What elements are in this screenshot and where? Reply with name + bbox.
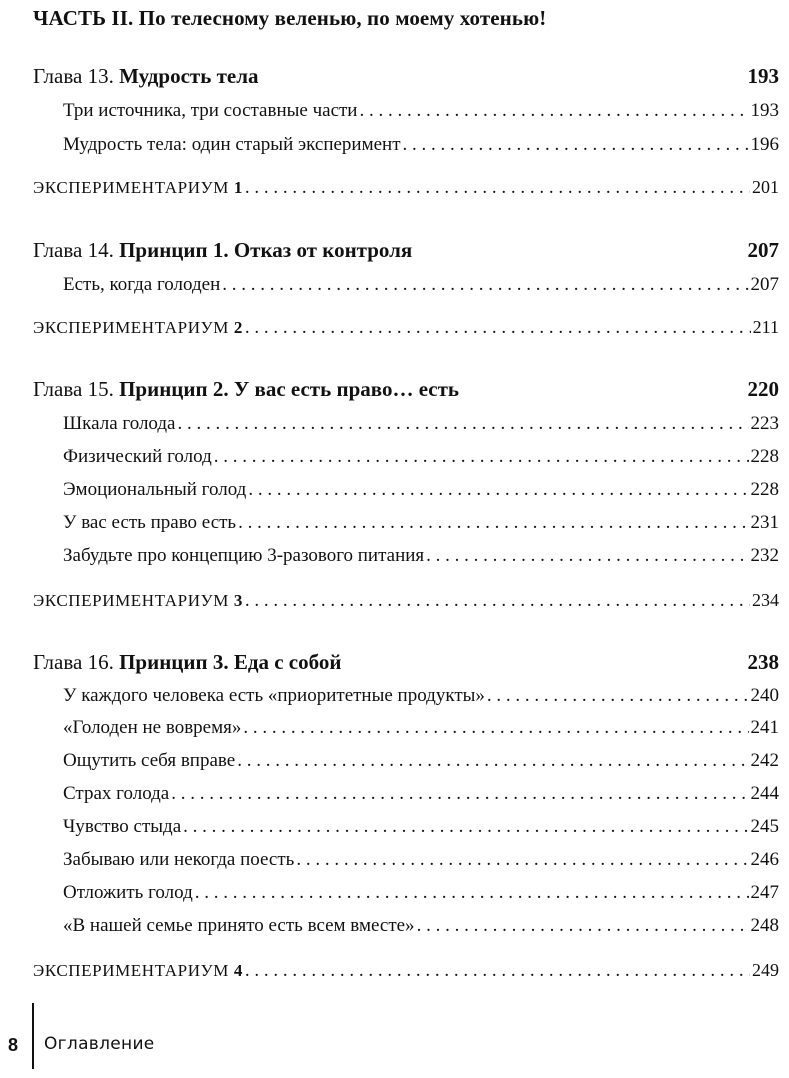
- page-footer: [0, 1003, 789, 1078]
- dot-leader: [296, 849, 748, 871]
- section-page: 228: [750, 446, 779, 467]
- section-page: 244: [750, 783, 779, 804]
- experiment-entry: [33, 590, 779, 612]
- section-entry: [33, 685, 779, 707]
- section-entry: [33, 100, 779, 122]
- experiment-number: 2: [233, 318, 243, 337]
- chapter-title: Принцип 2. У вас есть право… есть: [119, 377, 460, 401]
- section-entry: [33, 882, 779, 904]
- chapter-title: Принцип 3. Еда с собой: [119, 650, 342, 674]
- section-entry: [33, 915, 779, 937]
- section-page: 196: [750, 134, 779, 155]
- chapter-14-entry: [33, 238, 779, 263]
- footer-divider: [32, 1003, 34, 1069]
- dot-leader: [243, 717, 748, 739]
- experiment-page: 201: [752, 177, 779, 197]
- section-page: 246: [750, 849, 779, 870]
- dot-leader: [171, 783, 748, 805]
- section-entry: [33, 717, 779, 739]
- chapter-page: 220: [747, 377, 779, 401]
- section-entry: [33, 750, 779, 772]
- experiment-entry: [33, 960, 779, 982]
- section-page: 240: [750, 685, 779, 706]
- section-title: «В нашей семье принято есть всем вместе»: [63, 915, 415, 936]
- chapter-page: 238: [747, 650, 779, 674]
- section-title: Страх голода: [63, 783, 170, 804]
- dot-leader: [245, 960, 750, 982]
- section-entry: [33, 816, 779, 838]
- section-title: «Голоден не вовремя»: [63, 717, 242, 738]
- dot-leader: [403, 134, 749, 156]
- chapter-number: Глава 16.: [33, 650, 114, 674]
- section-title: Отложить голод: [63, 882, 193, 903]
- chapter-13-entry: [33, 64, 779, 89]
- section-title: Забываю или некогда поесть: [63, 849, 295, 870]
- chapter-16-entry: [33, 650, 779, 675]
- chapter-title: Мудрость тела: [119, 64, 259, 88]
- dot-leader: [177, 413, 748, 435]
- experiment-number: 1: [233, 178, 243, 197]
- part-title: ЧАСТЬ II. По телесному веленью, по моему хотенью!: [33, 6, 547, 30]
- section-entry: [33, 545, 779, 567]
- experiment-entry: [33, 177, 779, 199]
- section-entry: [33, 413, 779, 435]
- dot-leader: [426, 545, 748, 567]
- section-page: 231: [750, 512, 779, 533]
- section-title: Есть, когда голоден: [63, 274, 221, 295]
- section-entry: [33, 479, 779, 501]
- section-entry: [33, 446, 779, 468]
- section-entry: [33, 274, 779, 296]
- dot-leader: [238, 512, 748, 534]
- section-title: Ощутить себя вправе: [63, 750, 236, 771]
- section-entry: [33, 134, 779, 156]
- experiment-page: 234: [752, 590, 779, 610]
- section-title: Забудьте про концепцию 3-разового питания: [63, 545, 425, 566]
- experiment-number: 3: [233, 591, 243, 610]
- section-title: Три источника, три составные части: [63, 100, 358, 121]
- experiment-entry: [33, 317, 779, 339]
- experiment-label: ЭКСПЕРИМЕНТАРИУМ: [33, 318, 229, 337]
- dot-leader: [248, 479, 748, 501]
- experiment-label: ЭКСПЕРИМЕНТАРИУМ: [33, 591, 229, 610]
- dot-leader: [195, 882, 749, 904]
- page-number: 8: [8, 1035, 19, 1055]
- dot-leader: [487, 685, 749, 707]
- dot-leader: [245, 590, 750, 612]
- section-page: 248: [750, 915, 779, 936]
- experiment-label: ЭКСПЕРИМЕНТАРИУМ: [33, 178, 229, 197]
- dot-leader: [245, 317, 751, 339]
- section-entry: [33, 849, 779, 871]
- section-title: Шкала голода: [63, 413, 176, 434]
- chapter-number: Глава 14.: [33, 238, 114, 262]
- section-page: 193: [750, 100, 779, 121]
- experiment-number: 4: [233, 961, 243, 980]
- dot-leader: [183, 816, 748, 838]
- section-entry: [33, 783, 779, 805]
- chapter-title: Принцип 1. Отказ от контроля: [119, 238, 413, 262]
- section-page: 241: [750, 717, 779, 738]
- section-page: 223: [750, 413, 779, 434]
- section-title: Эмоциональный голод: [63, 479, 247, 500]
- section-entry: [33, 512, 779, 534]
- section-page: 228: [750, 479, 779, 500]
- section-page: 247: [750, 882, 779, 903]
- experiment-label: ЭКСПЕРИМЕНТАРИУМ: [33, 961, 229, 980]
- chapter-number: Глава 13.: [33, 64, 114, 88]
- section-page: 245: [750, 816, 779, 837]
- chapter-number: Глава 15.: [33, 377, 114, 401]
- chapter-15-entry: [33, 377, 779, 402]
- dot-leader: [237, 750, 748, 772]
- experiment-page: 249: [752, 960, 779, 980]
- section-title: У каждого человека есть «приоритетные продукты»: [63, 685, 485, 706]
- experiment-page: 211: [752, 317, 779, 337]
- section-title: Физический голод: [63, 446, 212, 467]
- chapter-page: 207: [747, 238, 779, 262]
- section-title: У вас есть право есть: [63, 512, 237, 533]
- section-page: 207: [750, 274, 779, 295]
- section-title: Чувство стыда: [63, 816, 182, 837]
- dot-leader: [222, 274, 748, 296]
- dot-leader: [359, 100, 748, 122]
- running-title: Оглавление: [44, 1034, 155, 1054]
- section-title: Мудрость тела: один старый эксперимент: [63, 134, 401, 155]
- dot-leader: [417, 915, 749, 937]
- section-page: 242: [750, 750, 779, 771]
- dot-leader: [214, 446, 749, 468]
- section-page: 232: [750, 545, 779, 566]
- dot-leader: [245, 177, 750, 199]
- chapter-page: 193: [747, 64, 779, 88]
